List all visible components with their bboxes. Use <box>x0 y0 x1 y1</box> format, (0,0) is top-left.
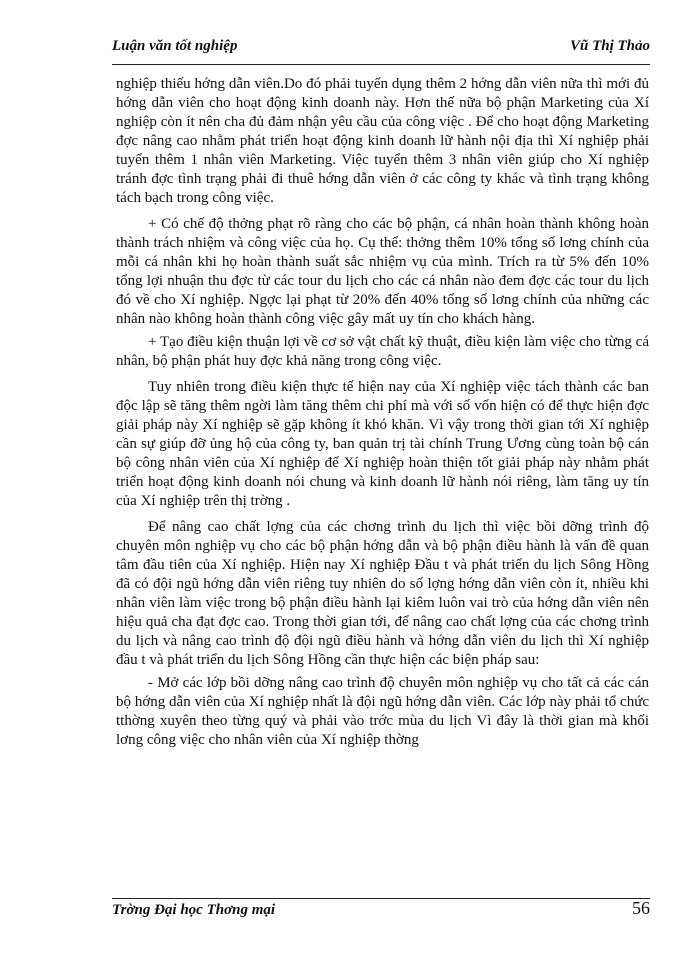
paragraph-quality: Để nâng cao chất lợng của các chơng trình du lịch thì việc bồi dỡng trình độ chuyên môn nghiệp vụ cho các bộ phận hớng dẫn và bộ phận điều hành là vấn đề quan tâm đầu tiên của Xí nghiệp. Hiện nay Xí nghiệp Đầu t và phát triển du lịch Sông Hồng đã có đội ngũ hớng dẫn viên riêng tuy nhiên do số lợng hớng dẫn viên còn ít, nhiều khi nhân viên làm việc trong bộ phận điều hành lại kiêm luôn vai trò của hớng dẫn viên nên hiệu quả cha đạt đợc cao. Trong thời gian tới, để nâng cao chất lợng của các chơng trình du lịch và nâng cao trình độ đội ngũ điều hành và hớng dẫn viên du lịch thì Xí nghiệp đầu t và phát triển du lịch Sông Hồng cần thực hiện các biện pháp sau: <box>116 519 649 668</box>
page-number: 56 <box>632 898 650 918</box>
header-divider <box>112 64 650 65</box>
page-body <box>116 75 649 757</box>
paragraph-facilities: + Tạo điều kiện thuận lợi về cơ sở vật chất kỹ thuật, điều kiện làm việc cho từng cá nhân, bộ phận phát huy đợc khả năng trong công việc. <box>116 334 649 369</box>
thesis-title: Luận văn tốt nghiệp <box>112 38 238 54</box>
university-name: Trờng Đại học Thơng mại <box>112 902 276 918</box>
paragraph-constraints: Tuy nhiên trong điều kiện thực tế hiện nay của Xí nghiệp việc tách thành các ban độc lập sẽ tăng thêm ngời làm tăng thêm chi phí mà với số vốn hiện có để thực hiện đợc giải pháp này Xí nghiệp sẽ gặp không ít khó khăn. Vì vậy trong thời gian tới Xí nghiệp cần sự giúp đỡ ủng hộ của công ty, ban quản trị tài chính Trung Ương cùng toàn bộ cán bộ công nhân viên của Xí nghiệp để Xí nghiệp hoàn thiện tốt giải pháp này nhằm phát triển hoạt động kinh doanh nói chung và kinh doanh lữ hành nói riêng, làm tăng uy tín của Xí nghiệp trên thị trờng . <box>116 379 649 509</box>
paragraph-staffing: nghiệp thiếu hớng dẫn viên.Do đó phải tuyển dụng thêm 2 hớng dẫn viên nữa thì mới đủ hớng dẫn viên cho hoạt động kinh doanh này. Hơn thế nữa bộ phận Marketing của Xí nghiệp còn ít nên cha đủ đảm nhận yêu cầu của công việc . Để cho hoạt động Marketing đợc nâng cao nhằm phát triển hoạt động kinh doanh lữ hành nội địa thì Xí nghiệp phải tuyển thêm 1 nhân viên Marketing. Việc tuyển thêm 3 nhân viên giúp cho Xí nghiệp tránh đợc tình trạng phải đi thuê hớng dẫn viên ở các công ty khác và tình trạng không tách bạch trong công việc. <box>116 76 649 206</box>
author-name: Vũ Thị Thảo <box>569 38 650 54</box>
paragraph-rewards: + Có chế độ thởng phạt rõ ràng cho các bộ phận, cá nhân hoàn thành không hoàn thành trách nhiệm và công việc của họ. Cụ thể: thởng thêm 10% tổng số lơng chính của mỗi cá nhân khi họ hoàn thành suất sắc nhiệm vụ của mình. Trích ra từ 5% đến 10% tổng lợi nhuận thu đợc từ các tour du lịch cho các cá nhân nào đem đợc các tour du lịch đó về cho Xí nghiệp. Ngợc lại phạt từ 20% đến 40% tổng số lơng chính của những các nhân nào không hoàn thành công việc gây mất uy tín cho khách hàng. <box>116 216 649 327</box>
footer-divider <box>112 898 650 899</box>
paragraph-training: - Mở các lớp bồi dỡng nâng cao trình độ chuyên môn nghiệp vụ cho tất cả các cán bộ hớng dẫn viên của Xí nghiệp nhất là đội ngũ hớng dẫn viên. Các lớp này phải tổ chức tthờng xuyên theo từng quý và phải vào trớc mùa du lịch Vì đây là thời gian mà khối lơng công việc cho nhân viên của Xí nghiệp thờng <box>116 675 649 748</box>
